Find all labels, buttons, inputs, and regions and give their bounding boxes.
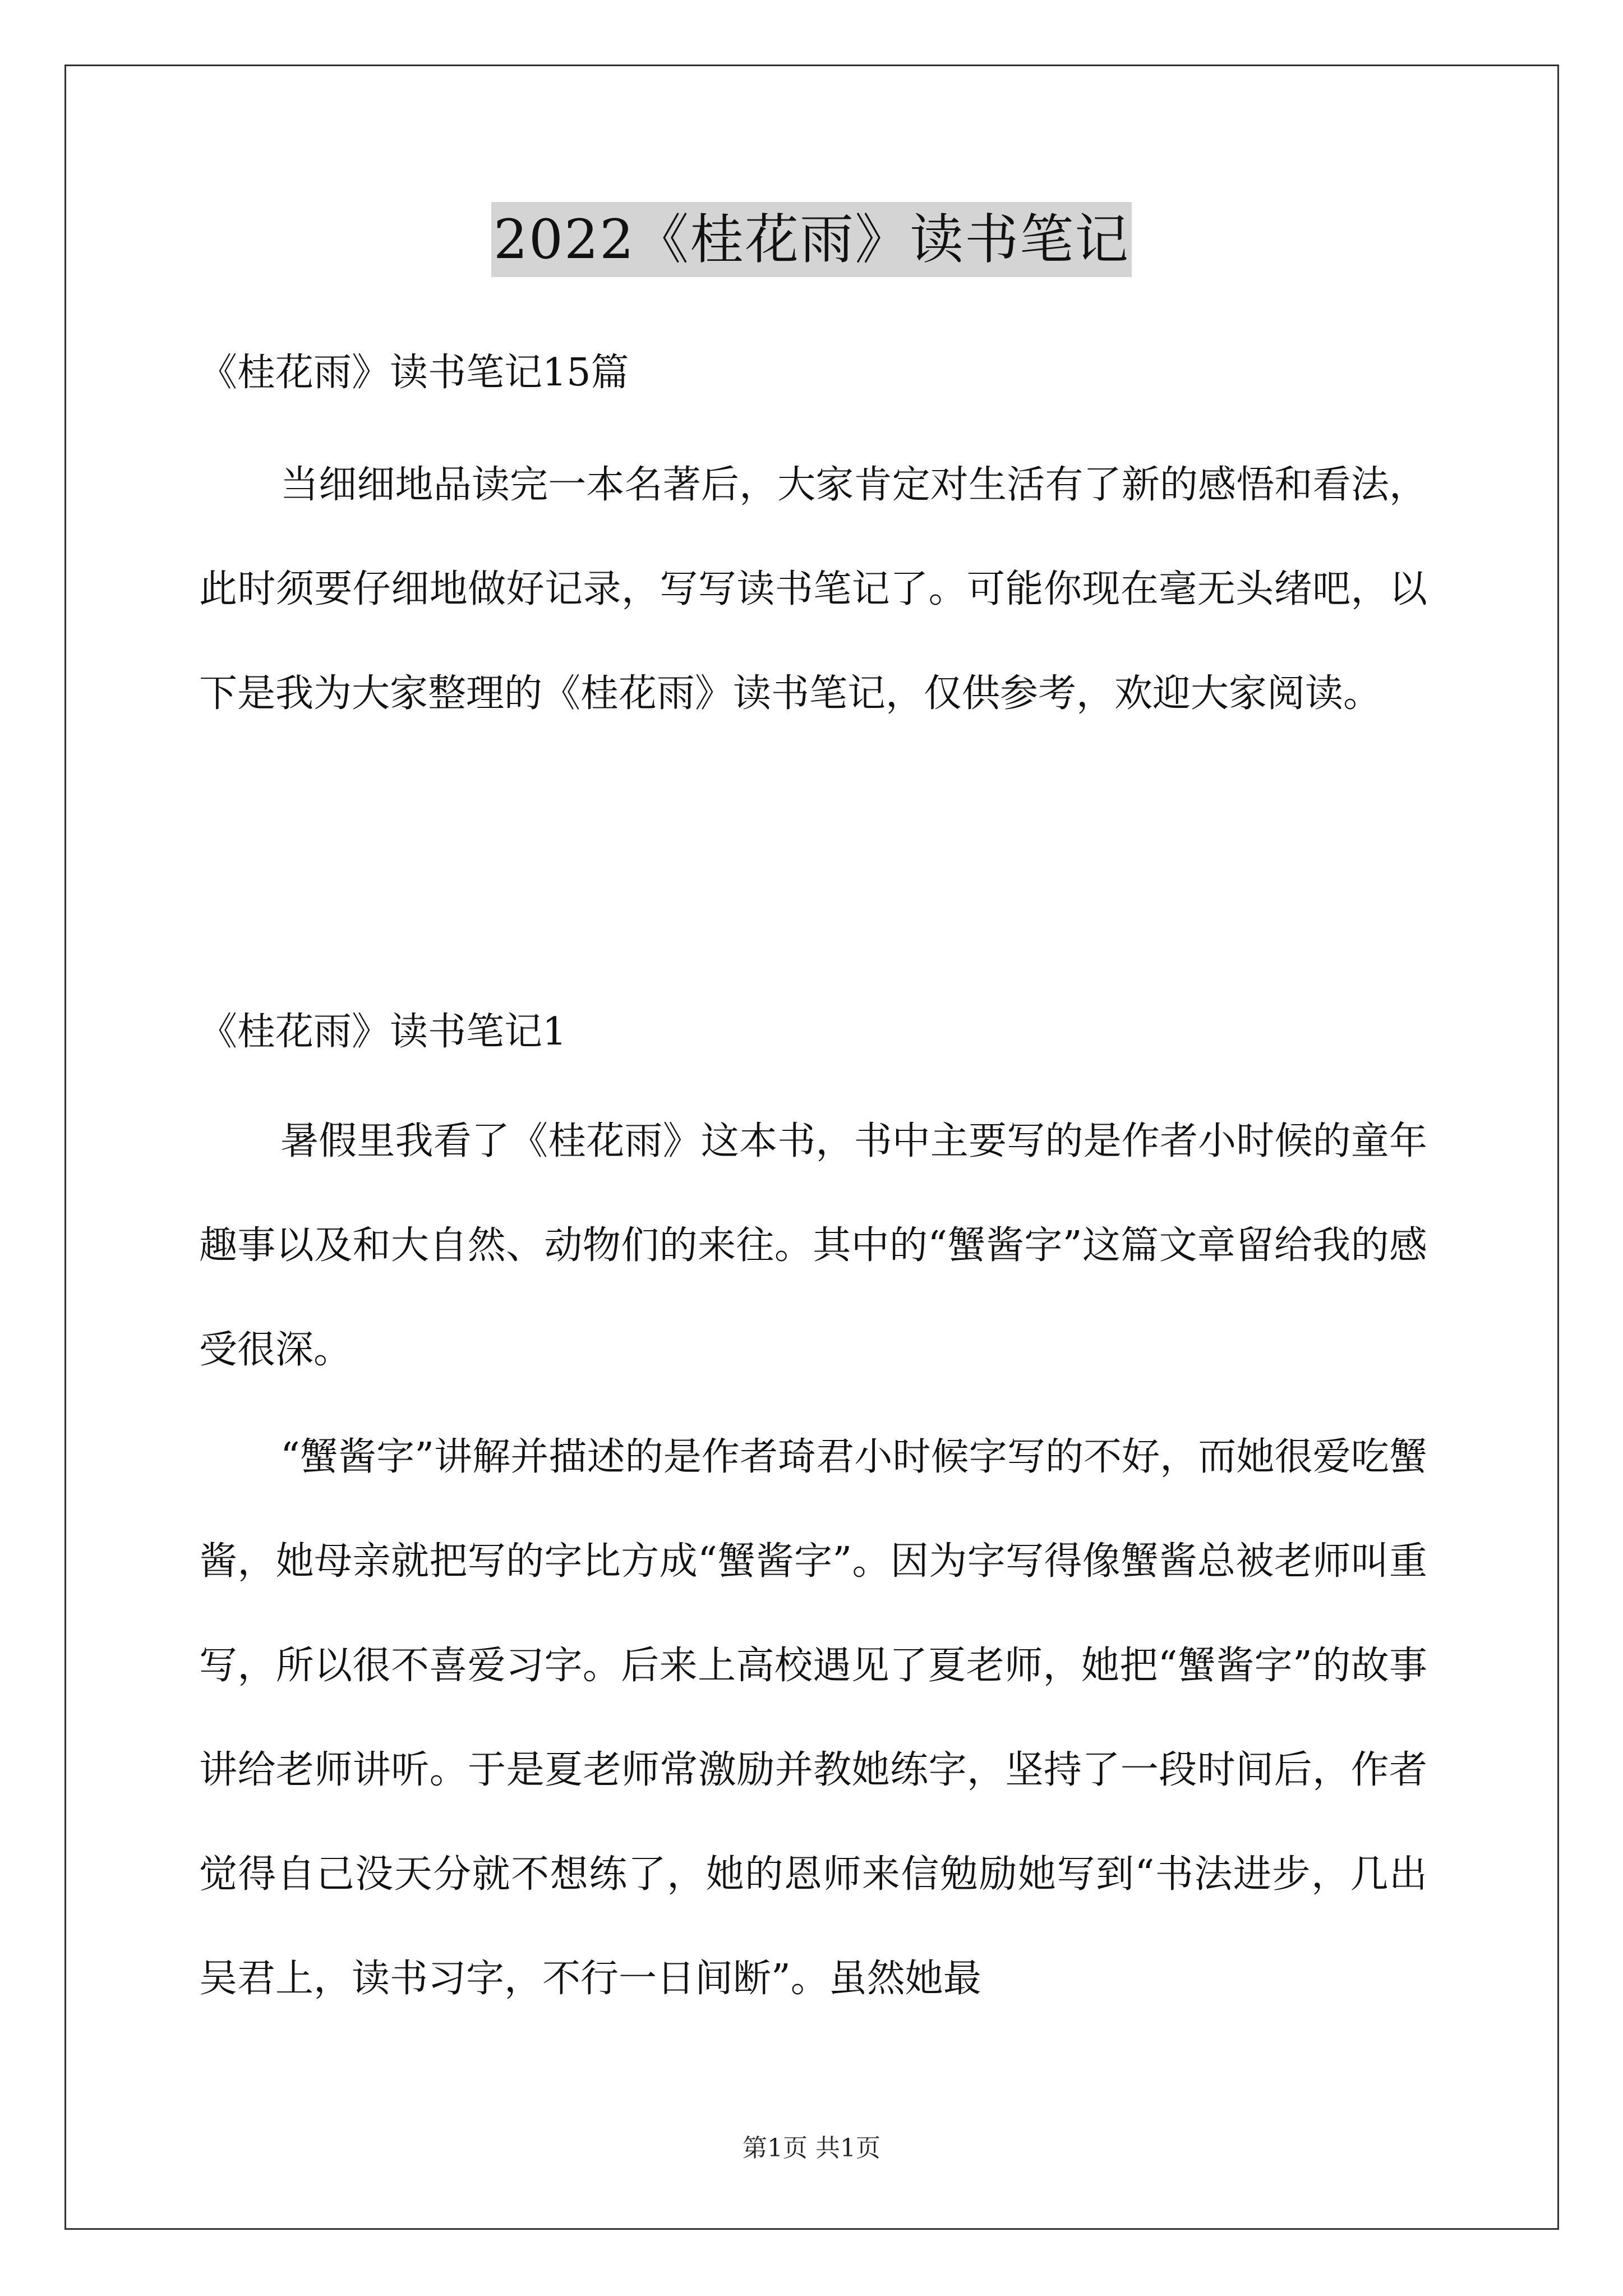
body-paragraph-1: 暑假里我看了《桂花雨》这本书，书中主要写的是作者小时候的童年趣事以及和大自然、动物们的来往。其中的“蟹酱字”这篇文章留给我的感受很深。 <box>199 1119 1427 1372</box>
document-subtitle: 《桂花雨》读书笔记15篇 <box>199 351 629 395</box>
intro-paragraph: 当细细地品读完一本名著后，大家肯定对生活有了新的感悟和看法，此时须要仔细地做好记录，写写读书笔记了。可能你现在毫无头绪吧，以下是我为大家整理的《桂花雨》读书笔记，仅供参考，欢迎大家阅读。 <box>199 463 1427 716</box>
page-footer: 第1页 共1页 <box>743 2134 880 2162</box>
section-heading: 《桂花雨》读书笔记1 <box>199 1010 567 1054</box>
title-container <box>0 202 1623 277</box>
body-paragraph-2: “蟹酱字”讲解并描述的是作者琦君小时候字写的不好，而她很爱吃蟹酱，她母亲就把写的字比方成“蟹酱字”。因为字写得像蟹酱总被老师叫重写，所以很不喜爱习字。后来上高校遇见了夏老师，她把“蟹酱字”的故事讲给老师讲听。于是夏老师常激励并教她练字，坚持了一段时间后，作者觉得自己没天分就不想练了，她的恩师来信勉励她写到“书法进步，几出吴君上，读书习字，不行一日间断”。虽然她最 <box>199 1435 1427 2001</box>
document-title: 2022《桂花雨》读书笔记 <box>491 202 1132 277</box>
